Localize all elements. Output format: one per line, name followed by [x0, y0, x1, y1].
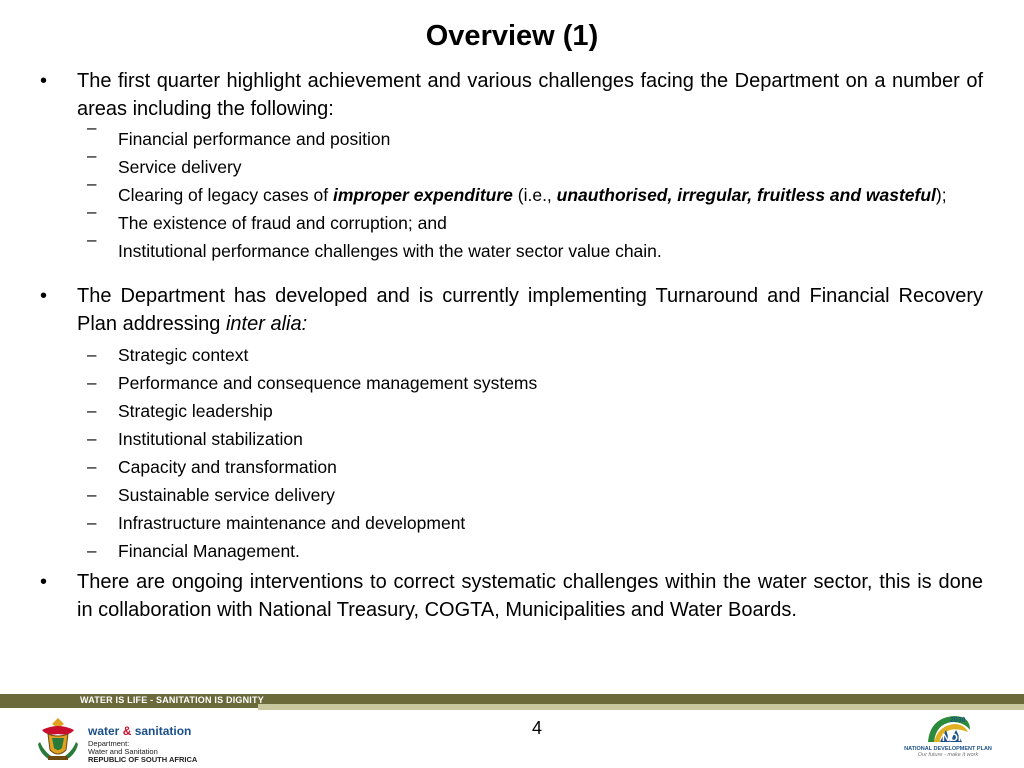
sub-item-text: Strategic context: [118, 345, 249, 365]
sub-item-text: Sustainable service delivery: [118, 485, 335, 505]
sub-item: [87, 455, 983, 479]
sub-item-text-part: (i.e.,: [512, 185, 557, 205]
sub-item: [87, 399, 983, 423]
sub-item: [87, 174, 983, 207]
brand-department-lines: [88, 740, 197, 764]
dash-glyph: –: [87, 230, 97, 249]
svg-text:NDP: NDP: [942, 732, 966, 744]
sub-item: [87, 202, 983, 235]
sub-item-text: Capacity and transformation: [118, 457, 337, 477]
sub-item: [87, 539, 983, 563]
slide-title: Overview (1): [425, 20, 599, 52]
sub-item-text-part: );: [935, 185, 947, 205]
emphasis-expenditure-types: unauthorised, irregular, fruitless and wasteful: [556, 185, 936, 205]
page-number: 4: [531, 718, 542, 738]
sub-item: [87, 483, 983, 507]
sub-item-text: Institutional stabilization: [118, 429, 303, 449]
bullet-text: The first quarter highlight achievement and various challenges facing the Department on a number of areas including the following:: [77, 70, 983, 120]
ndp-label: [904, 746, 992, 758]
sub-item-text: Strategic leadership: [118, 401, 273, 421]
sub-item: [87, 343, 983, 367]
sub-item-text: Performance and consequence management systems: [118, 373, 538, 393]
bullet-text: There are ongoing interventions to correct systematic challenges within the water sector, this is done in collaboration with National Treasury, COGTA, Municipalities and Water Boards.: [77, 571, 983, 621]
sub-item-text: Service delivery: [118, 157, 242, 177]
sub-item: [87, 146, 983, 179]
dash-glyph: –: [87, 401, 97, 420]
bullet-glyph: •: [40, 571, 48, 593]
sub-item-text: Infrastructure maintenance and development: [118, 513, 466, 533]
sub-item: [87, 118, 983, 151]
sub-item: [87, 230, 983, 263]
bullet-glyph: •: [40, 285, 48, 307]
brand-line: Department:: [88, 739, 130, 748]
ndp-year: 2030: [950, 717, 966, 724]
dash-glyph: –: [87, 513, 97, 532]
bullet-quarter-highlights: [40, 67, 983, 123]
sub-item-text: Financial Management.: [118, 541, 300, 561]
sub-item: [87, 427, 983, 451]
dash-glyph: –: [87, 429, 97, 448]
brand-name-part: sanitation: [131, 724, 192, 738]
ndp-name: NATIONAL DEVELOPMENT PLAN: [904, 746, 992, 752]
dash-glyph: –: [87, 345, 97, 364]
slide-content: [0, 64, 1024, 624]
emphasis-improper-expenditure: improper expenditure: [332, 185, 513, 205]
sub-item: [87, 511, 983, 535]
sub-item: [87, 371, 983, 395]
sub-item-text: Institutional performance challenges with the water sector value chain.: [118, 241, 662, 261]
bullet-text-italic: inter alia:: [225, 313, 308, 335]
bullet-ongoing-interventions: [40, 568, 983, 624]
south-africa-coat-of-arms-icon: [36, 716, 80, 762]
dash-glyph: –: [87, 202, 97, 221]
dash-glyph: –: [87, 373, 97, 392]
bullet-text: The Department has developed and is currently implementing Turnaround and Financial Recovery Plan addressing: [77, 285, 983, 335]
dash-glyph: –: [87, 118, 97, 137]
sub-item-text: Financial performance and position: [118, 129, 391, 149]
dash-glyph: –: [87, 146, 97, 165]
footer-band-accent: [258, 704, 1024, 710]
brand-line: REPUBLIC OF SOUTH AFRICA: [88, 755, 198, 764]
sub-list-plan-areas: [0, 343, 1024, 563]
dash-glyph: –: [87, 485, 97, 504]
brand-name-part: water: [88, 724, 123, 738]
dash-glyph: –: [87, 457, 97, 476]
bullet-glyph: •: [40, 70, 48, 92]
sub-list-challenges: [0, 118, 1024, 263]
sub-item-text-part: Clearing of legacy cases of: [118, 185, 333, 205]
sub-item-text: The existence of fraud and corruption; and: [118, 213, 447, 233]
ndp-tagline: Our future - make it work: [917, 752, 979, 758]
brand-line: Water and Sanitation: [88, 747, 158, 756]
dash-glyph: –: [87, 174, 97, 193]
bullet-turnaround-plan: [40, 282, 983, 338]
footer-slogan: WATER IS LIFE - SANITATION IS DIGNITY: [80, 695, 264, 705]
dash-glyph: –: [87, 541, 97, 560]
brand-ampersand: &: [122, 724, 132, 738]
brand-name: [88, 724, 191, 738]
